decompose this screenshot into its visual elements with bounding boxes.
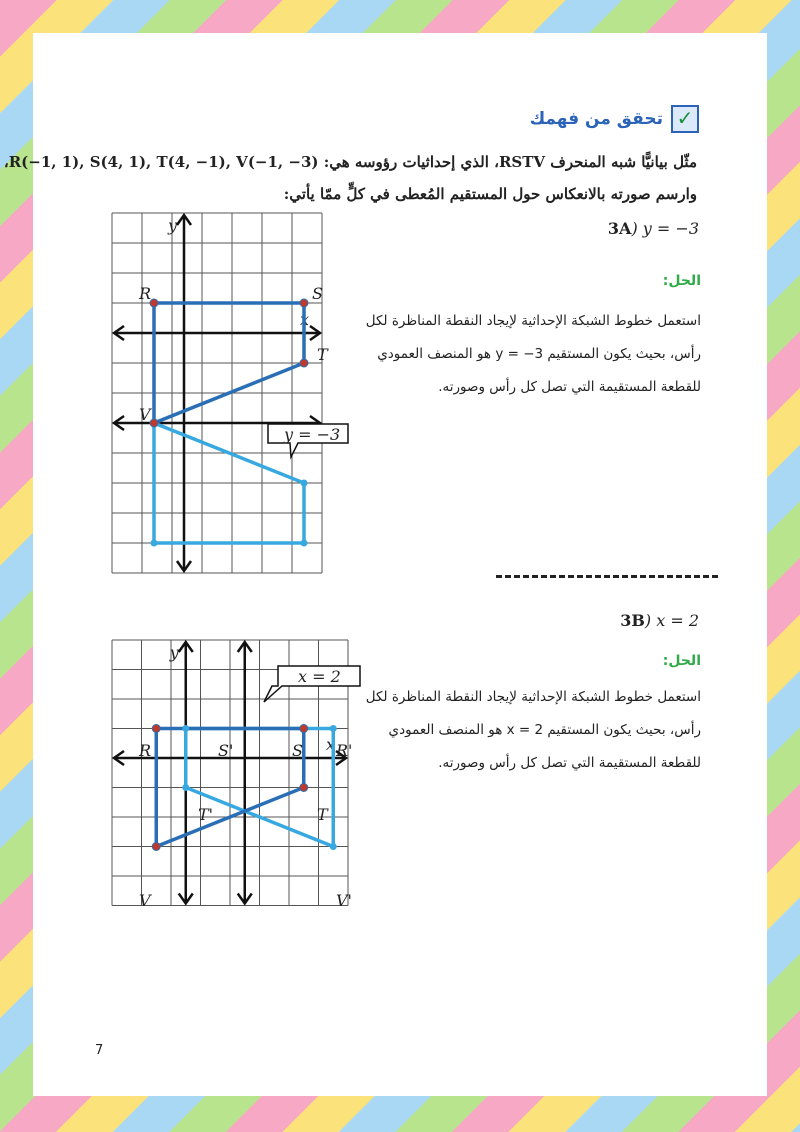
- heading-title: تحقق من فهمك: [529, 109, 663, 129]
- original-vertex: [152, 725, 160, 733]
- section-heading: [530, 105, 699, 133]
- vertex-label: R: [139, 284, 152, 303]
- problem-3b-equation: x = 2: [656, 611, 699, 630]
- original-vertex: [300, 784, 308, 792]
- problem-3b-solution-label: الحل:: [662, 653, 701, 669]
- graph-3a: [112, 213, 341, 575]
- original-vertex: [300, 299, 308, 307]
- vertex-label: V: [139, 891, 151, 910]
- problem-3b-solution-line: استعمل خطوط الشبكة الإحداثية لإيجاد النقطة المناظرة لكل: [365, 689, 701, 705]
- intro-line-1: مثّل بيانيًّا شبه المنحرف RSTV، الذي إحداثيات رؤوسه هي: R(−1, 1), S(4, 1), T(4, −1), V(−1, −3)،: [3, 153, 697, 171]
- problem-3a-solution-line: استعمل خطوط الشبكة الإحداثية لإيجاد النقطة المناظرة لكل: [365, 313, 701, 329]
- vertex-label: V: [139, 405, 151, 424]
- image-vertex: [182, 725, 189, 732]
- problem-3b-solution: [341, 681, 701, 780]
- problem-3b-solution-line: رأس، بحيث يكون المستقيم x = 2 هو المنصف العمودي: [388, 722, 701, 738]
- checkmark-icon: ✓: [671, 105, 699, 133]
- image-vertex: [301, 540, 308, 547]
- vertex-label: T: [317, 345, 328, 364]
- problem-3a-solution-line: للقطعة المستقيمة التي تصل كل رأس وصورته.: [438, 379, 701, 395]
- intro-line-2: وارسم صورته بالانعكاس حول المستقيم المُعطى في كلٍّ ممّا يأتي:: [283, 185, 697, 203]
- vertex-label: R: [139, 741, 152, 760]
- vertex-label: S: [312, 284, 323, 303]
- original-vertex: [300, 725, 308, 733]
- page: [3, 33, 767, 1096]
- image-vertex: [151, 540, 158, 547]
- y-axis-label: y: [168, 216, 178, 235]
- problem-3a-header: 3A) y = −3: [607, 219, 699, 238]
- vertex-label: T: [317, 805, 328, 824]
- original-vertex: [152, 843, 160, 851]
- original-vertex: [300, 359, 308, 367]
- line-label: x = 2: [298, 667, 341, 686]
- problem-3a-solution-label: الحل:: [662, 273, 701, 289]
- vertex-label: R': [336, 741, 353, 760]
- vertex-label: T': [198, 805, 214, 824]
- problem-3a-equation: y = −3: [642, 219, 699, 238]
- problem-3b-header: 3B) x = 2: [620, 611, 699, 630]
- x-axis-label: x: [300, 310, 310, 329]
- image-vertex: [182, 784, 189, 791]
- vertex-label: V': [336, 891, 352, 910]
- image-vertex: [330, 725, 337, 732]
- image-vertex: [301, 480, 308, 487]
- problem-3b-label: 3B: [620, 611, 645, 630]
- original-vertex: [150, 419, 158, 427]
- original-vertex: [150, 299, 158, 307]
- line-label: y = −3: [284, 425, 341, 444]
- y-axis-label: y: [169, 643, 179, 662]
- x-axis-label: x: [326, 735, 336, 754]
- problem-3a-solution-line: رأس، بحيث يكون المستقيم y = −3 هو المنصف العمودي: [377, 346, 701, 362]
- graph-3b: [112, 640, 352, 913]
- problem-3a-solution: [341, 305, 701, 404]
- problem-3b-solution-line: للقطعة المستقيمة التي تصل كل رأس وصورته.: [438, 755, 701, 771]
- image-vertex: [330, 843, 337, 850]
- vertex-label: S': [218, 741, 234, 760]
- problem-3a-label: 3A: [607, 219, 632, 238]
- page-number: 7: [95, 1043, 104, 1058]
- vertex-label: S: [292, 741, 303, 760]
- section-divider: [496, 575, 718, 578]
